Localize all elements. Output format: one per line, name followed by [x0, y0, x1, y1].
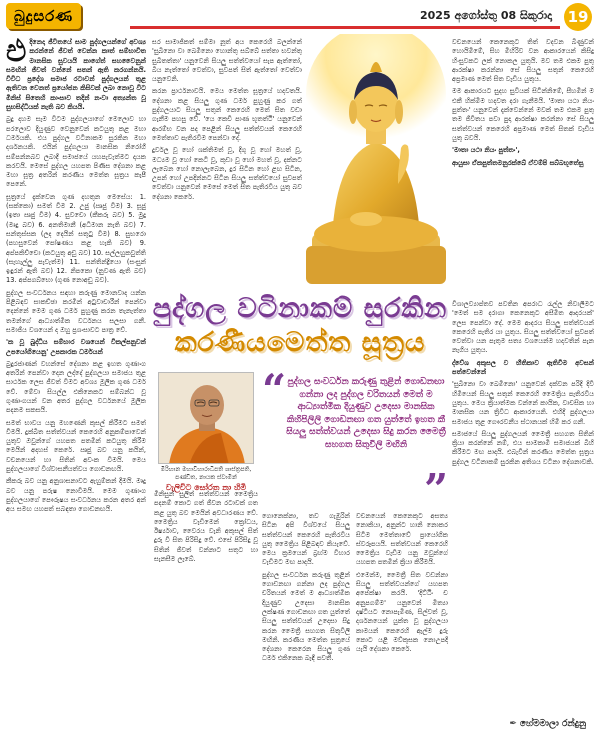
author-caption: [154, 466, 258, 493]
pen-icon: ✒: [509, 719, 517, 729]
subheading: 'ක වූ බුද්ධිය සම්භාර වශයෙන් විකල්පනුවන් උපයෝගියෙනු' උපකාරක ධර්මයන්: [6, 338, 146, 356]
paragraph: විශාලව්‍යාප්තව පවතින අපරාධ රැල්ල නිවාලීමට 'මෙත් සම දරාගා කෙනෙකුට අසීමිත ආදරයක්' ලෙස පෙන්වා දේ. මෙම ආදරය සියලු සත්ත්වයන් කෙරෙහි පැතිර යා යුතුය. සියලු සත්ත්වයෝ සුවපත් වෙත්වා යන පැතුම සත්‍ය වශයෙන්ම හදවතින් පැන නැගිය යුතුය.: [452, 300, 594, 355]
article-column-3-middle: [356, 512, 448, 732]
verse-line: ආයුසා ඒකපුත්තමනුරක්ඛේ ඒවම්පි සබ්බභූතේසු: [452, 158, 584, 167]
paragraph: සමාජයේ සියලු පුද්ගලයන් මෛත්‍රී සහගත සිතින් ක්‍රියා කරන්නේ නම්, එය සාමකාමී සමාජයක් බිහි කිරීමට මඟ පාදයි. එබැවින් කරණීය මෙත්ත සූත්‍රය පුද්ගල වටිනාකම් සුරකින අතිශය වටිනා දේශනාවකි.: [452, 429, 594, 466]
paragraph: පුද්ගල සංවර්ධනය සඳහා කරුණු මොනවාද යන්න පිළිබඳව සාකච්ඡා කරමින් අටුවාචාරීන් පෙන්වා දෙන්නේ මෙම ගුණ ධර්ම පුහුණු කරන තැනැත්තා තමන්ගේ ආධ්‍යාත්මික වර්ධනය සලසා ගනී. සමාජීය වශයෙන් ද ඔහු ප්‍රශංසාවට පාත්‍ර වේ.: [6, 288, 146, 334]
paragraph: එමෙන්ම, මෛත්‍රී සිත වඩන්නා සියලු සත්ත්වයන්ගේ යහපත අපේක්ෂා කරයි. 'දිට්ඨිං ච අනුපගම්ම' යනුවෙන් මිත්‍යා දෘෂ්ටියට නොපැමිණ, සිල්වත් වූ, දර්ශනයෙන් යුක්ත වූ පුද්ගලයා කාමයන් කෙරෙහි ඇල්ම දුරු කොට යළි මව්කුසක නොඋපදී යැයි දේශනා කෙරේ.: [356, 570, 448, 654]
paragraph: සූත්‍රයේ දැක්වෙන ගුණ දහතුන මෙසේය: 1.(සක්කො) සමත් වීම 2. උජු (ඍජු වීම) 3. සූජු (ඉතා ඍජු වීම) 4. සුවචො (කීකරු බව) 5. මුදු (මෘදු බව) 6. අනතිමානී (අධිමාන නැති බව) 7. සන්තුස්සක (ලද දෙයින් සතුටු වීම) 8. සුභරො (පහසුවෙන් පෝෂණය කළ හැකි බව) 9. අප්පකිච්චො (කටයුතු අඩු බව) 10. සල්ලහුකවුත්ති (සැහැල්ලු පැවැත්ම) 11. සන්තින්ද්‍රියො (සංසුන් ඉඳුරන් ඇති බව) 12. නිපකො (නුවණ ඇති බව) 13. අප්පගබ්භො (ගුණ නොඅඩු බව).: [6, 192, 146, 285]
article-headline: [150, 292, 450, 360]
headline-line-2: කරණීයමෙත්ත සූත්‍රය: [174, 327, 426, 358]
header-rule: [130, 26, 560, 29]
article-column-1: [6, 38, 146, 732]
intro-paragraph: දිනෙදා ජීවිතයේ සාම පුද්ගලයන්ගේ අවශ්‍ය කරන්නේ ජීවත් වෙන්න කාත් සම්භාවිත මානසික සුවයයි කාගේත් සහවෛනුන් සමඟින් ජීවත් වන්නේ සතන් ඇති කරගන්නයි. විවිධ ප්‍රදේශ සමාජ රටාවන් පුද්ගලයන් තුළ ඇතිවන වෙනත් ප්‍රයෝජන කිසිවක් ලබා නොවූ විට මිනිස් සිතෙහි කාංසාව තදින් නංවා අත්‍යන්ත වූ සුභසිද්ධියක් නැති බව කියයි.: [6, 38, 146, 112]
publication-logo: බුදුසරණ: [6, 3, 81, 29]
article-column-2-bottom: [262, 512, 350, 732]
author-title: මිරිහාන මහාවිහාරාධිපති ශාස්ත්‍රපති, පණ්ඩිත, නායක ස්වාමීන්: [160, 466, 252, 481]
verse-label: 'මාතා යථා නියං පුත්තං',: [452, 146, 520, 155]
paragraph: වචනයෙන් කෙනෙකුට අසත්‍ය නොකියා, අනුන්ට හානි නොකර සිටීම මෙත්තාවේ ප්‍රායෝගික ස්වරූපයයි. සත්ත්වයන් කෙරෙහි මෛත්‍රිය වැඩීම යනු ඔවුන්ගේ යහපත පතමින් ක්‍රියා කිරීමයි.: [356, 512, 448, 567]
paragraph: කරන ප්‍රාර්ථනාවයි. මෙය මෙත්ත සූත්‍රයේ හදවතයි. දේශනා කළ සියලු ගුණ ධර්ම පුහුණු කර ගත් පුද්ගලයාට සියලු සතුන් කෙරෙහි මෙත් සිත වඩා ගැනීම පහසු වේ. 'යෙ කෙචි පාණ භූතත්ථි' යනුවෙන් ආරම්භ වන පද පෙළින් සියලු සත්ත්වයන් කෙරෙහි මෙත්තාව පැතිරවීම පෙන්වා දේ.: [152, 87, 302, 142]
paragraph: සර සාමාජිකත් සම්මා නූත් අය කෙරෙහි බලන්නේ 'සුඛිනො වා ඛෙමිනො හොන්තු සබ්බේ සත්තා භවන්තු සුඛිතත්තා' යනුවෙනි සියලු සත්ත්වයෝ සැප ඇත්තෝ, බිය නැත්තෝ වෙත්වා, සුවපත් සිත් ඇත්තෝ වෙත්වා යනුවෙනි.: [152, 38, 302, 84]
paragraph: වචනයෙන් කෙනෙකුට තිත් වදවන බිණුවන් හොයිමිමේ, සිහ මිහිරිව වන ආකාරයෙන් කිසිදු හිංසුවකට ලක් නොකල යුතුයි. මව තම එකම පුතු ආරක්ෂා කරන්නා සේ සියලු සතුන් කෙරෙහි අප්‍රමාණ මෙත් සිත වැඩිය යුතුය.: [452, 38, 594, 84]
author-monk-photo: [158, 372, 254, 464]
paragraph: බුදුරජාණන් වහන්සේ දේශනා කළ ඉහත ගුණාංග අතරින් පෙන්වා දෙන ලද්දේ පුද්ගලයා සමාජය තුළ සාර්ථක ලෙස ජීවත් වීමට අවශ්‍ය මූලික ගුණ ධර්ම වේ. මේවා සියල්ල එකිනෙකට සම්බන්ධ වූ ගුණාංගයන් වන අතර පුද්ගල වර්ධනයේ මූලික පදනම සකසයි.: [6, 359, 146, 415]
page-header: [0, 0, 600, 34]
article-column-4-bottom: [452, 300, 594, 705]
subheading: ද්වේශ අකුසල ව භීතිකාව ඇතිවීම අවසන් පත්වෙන්නේ: [452, 358, 594, 377]
publication-date: 2025 අගෝස්තු 08 සිකුරාදා: [420, 9, 552, 22]
close-quote-icon: ”: [424, 465, 449, 514]
paragraph: දුර්වල වූ හෝ ශක්තිමත් වූ, දිගු වූ හෝ මහත් වූ, මධ්‍යම වූ හෝ කෙටි වූ, කුඩා වූ හෝ මහත් වූ, දක්නට ලැබෙන හෝ නොලැබෙන, දුර සිටින හෝ ළඟ සිටින, උපන් හෝ උපදින්නට සිටින සියලු සත්ත්වයෝ සුවපත් වෙත්වා යනුවෙන් මෙසේ මෙත් සිත පැතිරවිය යුතු බව දේශනා කෙරේ.: [152, 146, 302, 201]
author-byline: හේමමාලා රන්දුනු: [519, 719, 586, 729]
paragraph: පුද්ගල සංවර්ධන කරුණු තුළින් ගොඩනඟා ගන්නා ලද පුද්ගල චරිතයන් මෙත් ම ආධ්‍යාත්මික දියුණුව උදෙසා මානසික ලක්ෂණ ගොඩනඟා ගත යුත්තේ සියලු සත්ත්වයන් උදෙසා සිදු කරන මෛත්‍රී සහගත සිතුවිලි මඟිනි. කරණීය මෙත්ත සූත්‍රයේ දේශනා කෙරෙන සියලු ගුණ ධර්ම එකිනෙක බැඳී පවතී.: [262, 570, 350, 663]
paragraph: මිනිසුන් සුලිත් සත්ත්වයන් මෛත්‍රිය පදනම් කොට ගත් ජීවන රටාවක් ගත කළ යුතු බව මෙයින් අවධාරණය වේ. මෛත්‍රිය වැඩීමෙන් ක්‍රෝධය, ඊර්ෂ්‍යාව, වෛරය වැනි අකුසල් සිත් දුරු වී සිත පිරිසිදු වේ. එසේ පිරිසිදු වූ සිතින් ජීවත් වන්නාට සතුට හා සැනසීම ලැබේ.: [154, 490, 258, 564]
article-column-3-top: [452, 38, 594, 288]
monk-portrait-icon: [159, 373, 254, 464]
paragraph: ගොනෙක්නා, තව ගැඹුරින් සිටින අපි විශ්වයේ සියලු සත්ත්වයන් කෙරෙහි පැතිරවිය යුතු මෛත්‍රිය පිළිබඳව කියැවේ. මෙය ක්‍රමයෙන් බ්‍රහ්ම විහාර වැඩීමට මඟ පාදයි.: [262, 512, 350, 567]
buddha-statue-image: [302, 34, 450, 284]
paragraph: 'සුඛිනො වා ඛෙමිනො' යනුවෙන් දක්වන පරිදි දිවි හිමියෙන් සියලු සතුන් කෙරෙහි මෛත්‍රිය පැතිරවිය යුතුය. මෙය ක්‍රියාත්මක වන්නේ කායික, වාචසික හා මානසික යන ත්‍රිවිධ ආකාරයෙනි. එහිදී පුද්ගලයා සමාජය තුළ ගෞරවනීය ස්ථානයක් හිමි කර ගනී.: [452, 380, 594, 426]
paragraph: බුදු දහම සැම විටම පුද්ගලයාගේ මෙලොව හා පරලොව දියුණුව වෙනුවෙන් කටයුතු කළ මහා ධර්මයකි. එය පුද්ගල වටිනාකම සුරකින මහා දර්ශනයකි. එයින් පුද්ගලයා මානසික නිරෝගී සම්පන්නබව ලබාදී සමාජයේ යහපැවැත්මට දායක කරවයි. මෙසේ පුද්ගල යහපත පිණිස දේශනා කළ මහා සූත්‍ර අතරින් කරණීය මෙත්ත සූත්‍රය කැපී පෙනේ.: [6, 115, 146, 189]
author-name: වැලිවිට සෝරත නා හිමි: [165, 483, 247, 492]
article-author-signature: [509, 719, 586, 729]
paragraph: මම ආකාරයට සුදහ සුවියක් සිටින්නිමේ, සීහමින් ම එකී හික්මීම හදවත දරා ගැනීමයි. 'මාතා යථා නියං පුත්තං' යනුවෙන් දැක්වෙන්නේ මවක් තම එකම පුතු තම ජීවිතය පවා පුදා ආරක්ෂා කරන්නා සේ සියලු සත්ත්වයන් කෙරෙහි අප්‍රමාණ මෙත් සිතක් වැඩිය යුතු බවයි.: [452, 87, 594, 142]
buddha-statue-icon: [302, 34, 450, 284]
article-column-photo-bottom: [154, 490, 258, 732]
open-quote-icon: “: [262, 365, 287, 414]
paragraph: කීකරු බව යනු අනුශාසනාවට ඇහුම්කන් දීමයි. මෘදු බව යනු පරුෂ නොවීමයි. මෙම ගුණාංග පුද්ගලයාගේ පෞරුෂය සංවර්ධනය කරන අතර අන් අය සමඟ යහපත් සබඳතා ගොඩනඟයි.: [6, 477, 146, 514]
page-number-badge: 19: [564, 3, 592, 31]
pull-quote: පුද්ගල සංවර්ධන කරුණු තුළින් ගොඩනඟා ගන්නා ලද පුද්ගල චරිතයන් මෙත් ම ආධ්‍යාත්මික දියුණුව උදෙසා මානසික කිහිපිලිලි ගොඩනඟා ගත යුත්තේ ඉහත කී සියලු සත්ත්වයන් උදෙසා සිදු කරන මෛත්‍රී සහගත සිතුවිලි මඟිනි: [286, 377, 446, 450]
drop-cap: එ: [6, 38, 27, 69]
paragraph: සමත් භාවය යනු මහණෙනි කුසල් කිරීමට සමත් වීමයි. දුක්ඛිත සත්ත්වයන් කෙරෙහි අනුකම්පාවෙන් යුතුව ඔවුන්ගේ යහපත පතමින් කටයුතු කිරීම මෙයින් අදහස් කෙරේ. ඍජු බව යනු කයින්, වචනයෙන් හා සිතින් අවංක වීමයි. මෙය පුද්ගලයාගේ විශ්වාසනීයත්වය ගොඩනඟයි.: [6, 418, 146, 474]
article-column-2-top: [152, 38, 302, 288]
headline-line-1: පුද්ගල වටිනාකම් සුරකින: [152, 293, 448, 324]
